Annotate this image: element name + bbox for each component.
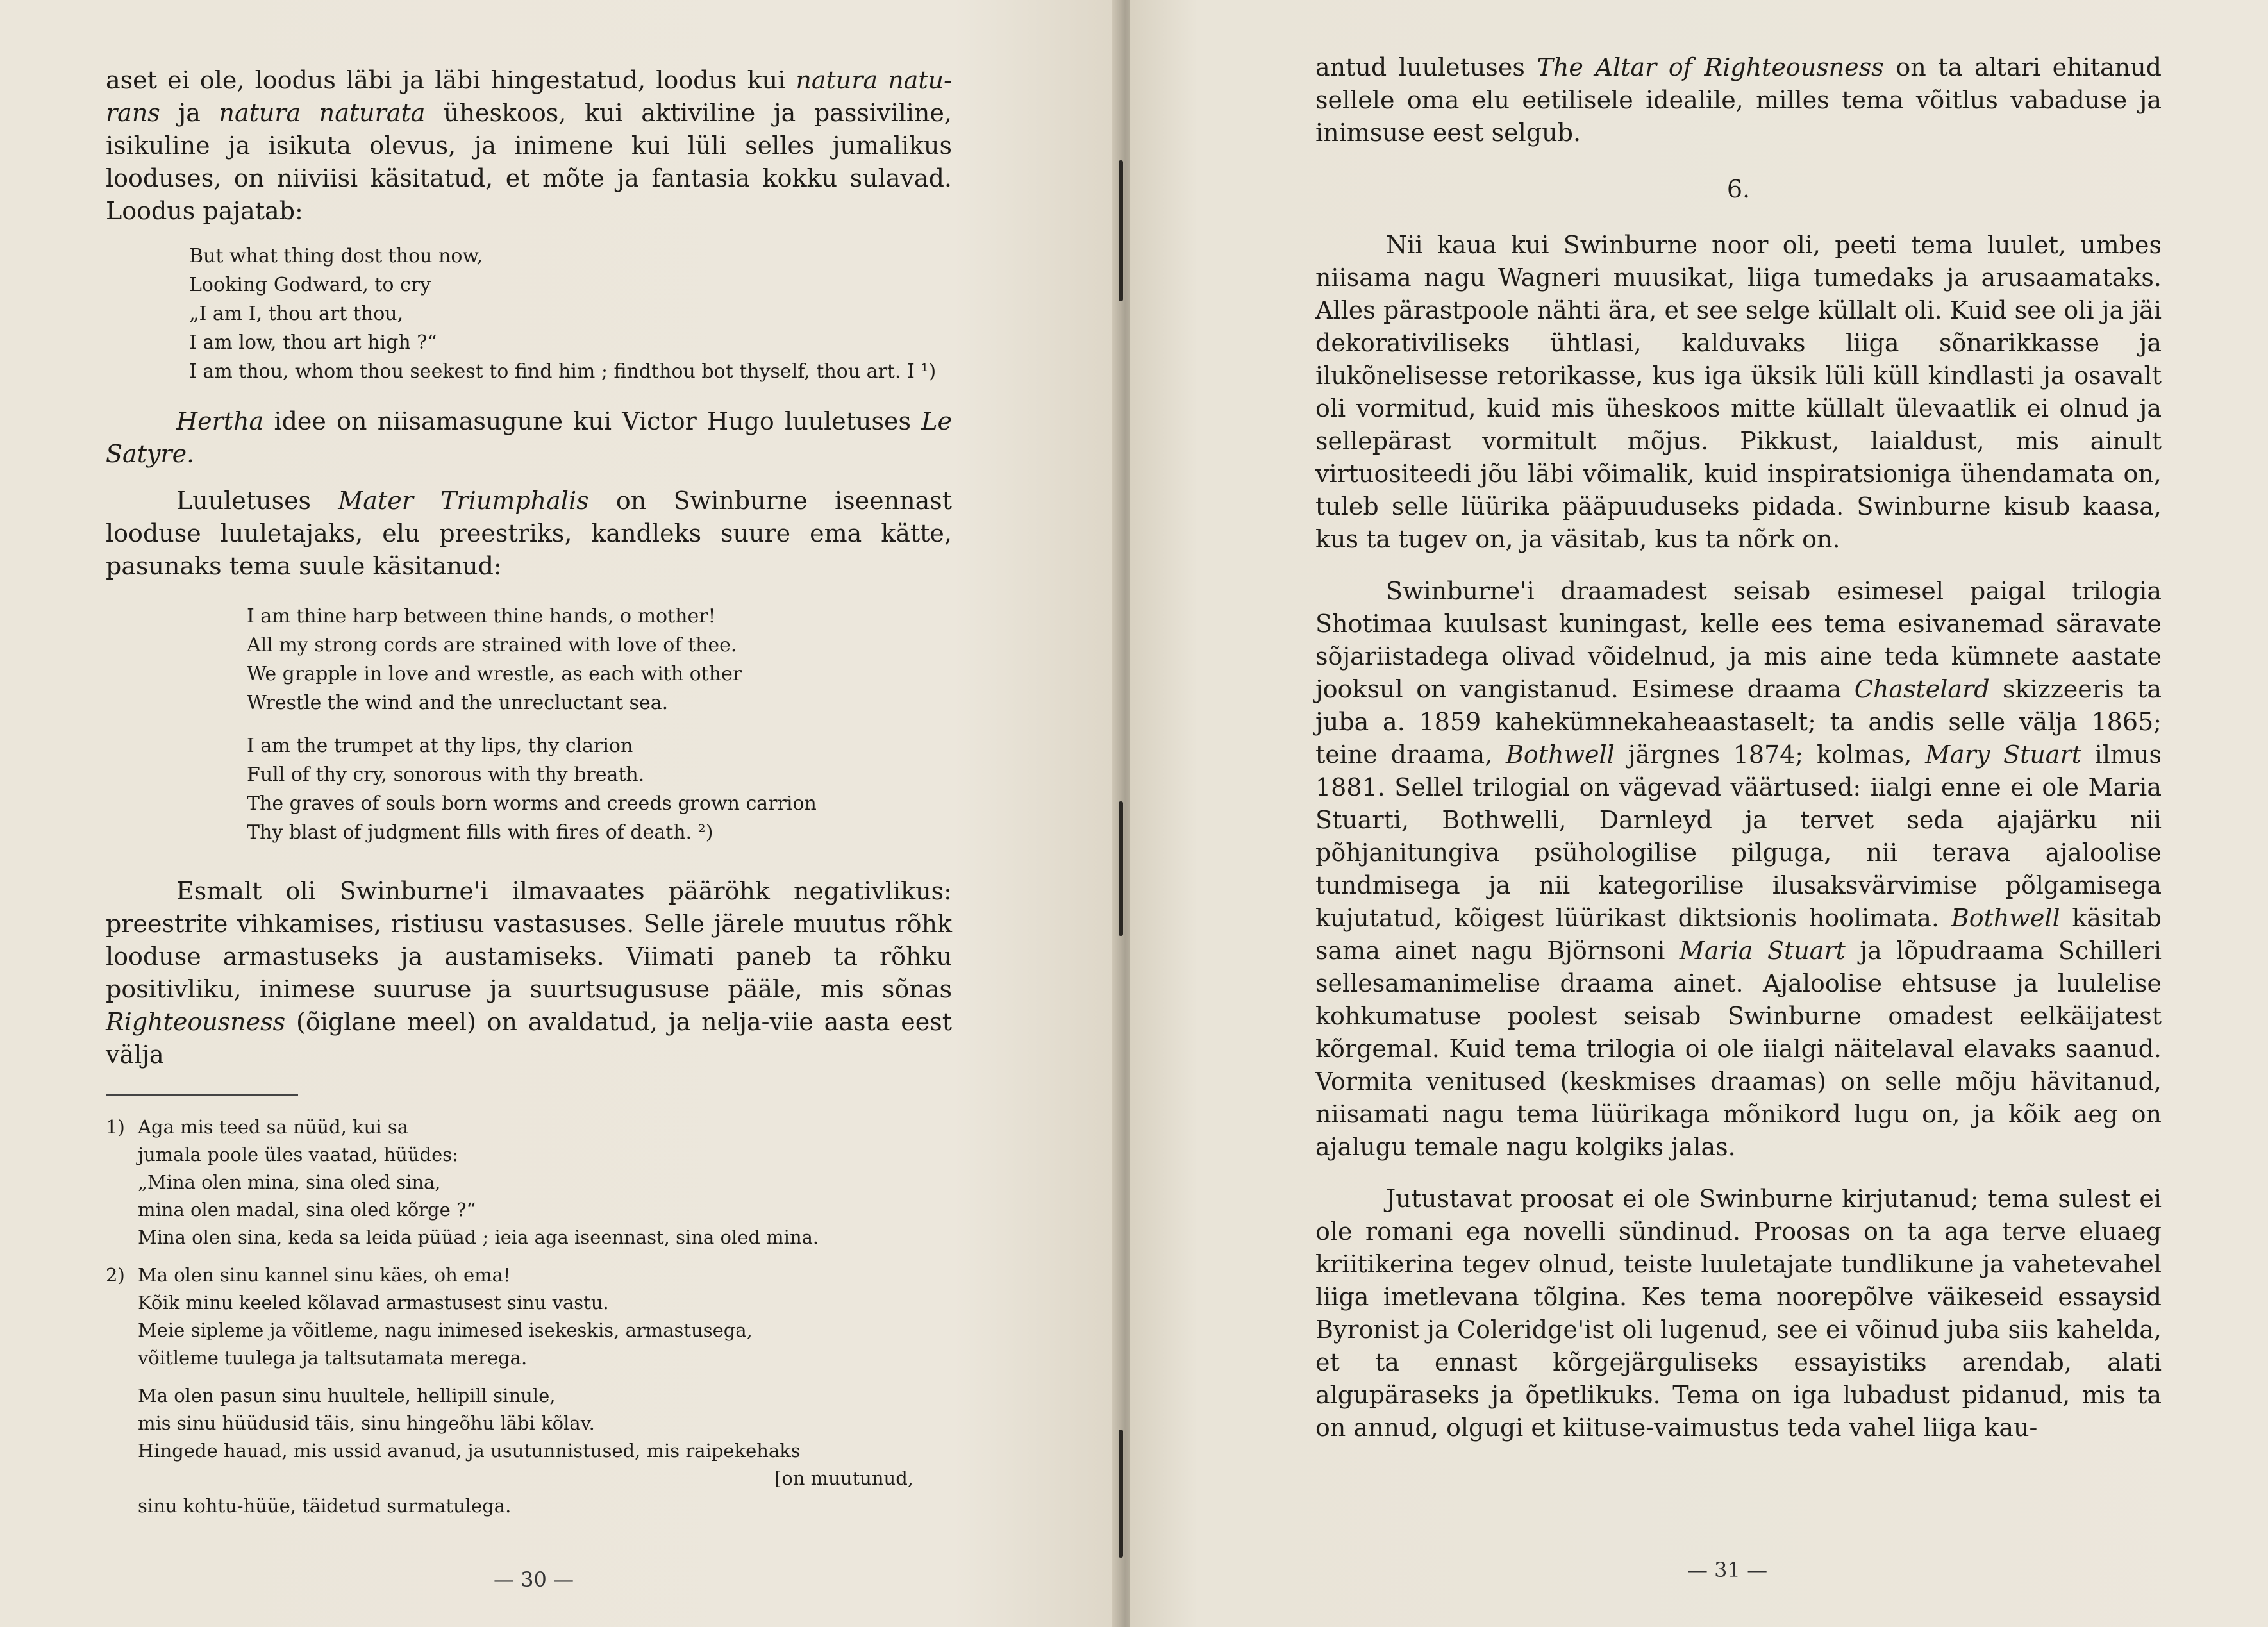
- drama-paragraph: [1315, 575, 2162, 1164]
- footnote-divider: [106, 1094, 298, 1096]
- italic-title: Le Satyre.: [106, 407, 952, 468]
- left-page: [0, 0, 1122, 1627]
- italic-title: Mary Stuart: [1925, 740, 2081, 769]
- verse-line: The graves of souls born worms and creeds grown carrion: [247, 792, 817, 815]
- italic-title: Chastelard: [1854, 675, 1990, 703]
- italic-term: natura naturata: [219, 99, 426, 127]
- mater-paragraph: [106, 485, 952, 583]
- italic-title: Bothwell: [1951, 904, 2060, 932]
- text-run: ilmus 1881. Sellel trilogial on vägevad väärtused: iialgi enne ei ole Maria Stuarti, Bothwelli, Darnleyd ja tervet seda ajajärku nii põhjanitungiva psühologilise pilguga, nii terava ajaloolise tundmisega ja nii kategorilise ilusaksvärvimise põlgamisega kujutatud, kõigest lüürikast diktsionis hoolimata.: [1315, 740, 2162, 932]
- text-run: ja: [160, 99, 219, 127]
- binding-thread: [1119, 160, 1123, 301]
- footnote-line: „Mina olen mina, sina oled sina,: [138, 1171, 441, 1193]
- text-run: järgnes 1874; kolmas,: [1614, 740, 1926, 769]
- verse-line: I am thine harp between thine hands, o mother!: [247, 605, 716, 628]
- text-run: üheskoos, kui aktiviline ja passiviline, isikuline ja isikuta olevus, ja inimene kui lüli selles jumalikus looduses, on niiviisi käsitatud, et mõte ja fantasia kokku sulavad. Loodus pajatab:: [106, 99, 952, 225]
- italic-title: Maria Stuart: [1679, 937, 1846, 965]
- verse-quote-mater: [106, 602, 952, 847]
- italic-term: natura natu-rans: [106, 66, 952, 127]
- binding-thread: [1119, 1430, 1123, 1558]
- verse-line: I am thou, whom thou seekest to find him ; findthou bot thyself, thou art. I ¹): [189, 360, 937, 383]
- italic-term: Righteousness: [106, 1008, 286, 1036]
- footnote-line: Meie sipleme ja võitleme, nagu inimesed isekeskis, armastusega,: [138, 1319, 753, 1341]
- text-run: Swinburne'i draamadest seisab esimesel paigal trilogia Shotimaa kuulsast kuningast, kelle ees tema esivanemad säravate sõjariistadega olivad võidelnud, ja mis aine teda kümnete aastate jooksul on vangistanud. Esimese draama: [1315, 577, 2162, 703]
- italic-title: Hertha: [176, 407, 264, 435]
- footnote-1: [106, 1114, 952, 1251]
- footnote-line: Ma olen sinu kannel sinu käes, oh ema!: [138, 1264, 511, 1286]
- footnote-line: mina olen madal, sina oled kõrge ?“: [138, 1199, 476, 1221]
- verse-line: We grapple in love and wrestle, as each with other: [247, 663, 742, 685]
- right-page: [1130, 0, 2268, 1627]
- verse-line: All my strong cords are strained with love of thee.: [247, 634, 737, 656]
- lyric-critique-paragraph: Nii kaua kui Swinburne noor oli, peeti tema luulet, umbes niisama nagu Wagneri muusikat, liiga tumedaks ja arusaamataks. Alles pärastpoole nähti ära, et see selge küllalt oli. Kuid see oli ja jäi dekorativiliseks ühtlasi, kalduvaks liiga sõnarikkasse ja ilukõnelisesse retorikasse, kus iga üksik lüli küll kindlasti ja osavalt oli vormitud, kuid mis üheskoos mitte küllalt ülevaatlik ei olnud ja sellepärast vormitult mõjus. Pikkust, laialdust, mis ainult virtuositeedi jõu läbi võimalik, kuid inspiratsioniga ühendamata on, tuleb selle lüürika pääpuuduseks pidada. Swinburne kisub kaasa, kus ta tugev on, ja väsitab, kus ta nõrk on.: [1315, 231, 2162, 553]
- page-number-right: — 31 —: [1687, 1558, 1768, 1582]
- text-run: antud luuletuses: [1315, 53, 1537, 81]
- verse-line: „I am I, thou art thou,: [189, 303, 404, 325]
- footnote-number: 1): [106, 1116, 125, 1138]
- verse-line: Wrestle the wind and the unrecluctant sea.: [247, 692, 669, 714]
- right-intro-paragraph: [1315, 51, 2162, 149]
- text-run: käsitab sama ainet nagu Björnsoni: [1315, 904, 2162, 965]
- verse-line: But what thing dost thou now,: [189, 245, 483, 267]
- footnote-line: Hingede hauad, mis ussid avanud, ja usutunnistused, mis raipekehaks: [138, 1440, 801, 1462]
- text-run: Esmalt oli Swinburne'i ilmavaates pääröhk negativlikus: preestrite vihkamises, ristiusu vastasuses. Selle järele muutus rõhk looduse armastuseks ja austamiseks. Viimati paneb ta rõhku positivliku, inimese suuruse ja suurtsugususe pääle, mis sõnas: [106, 877, 952, 1003]
- footnote-line: Aga mis teed sa nüüd, kui sa: [138, 1116, 408, 1138]
- section-number: 6.: [1726, 175, 1751, 203]
- left-page-column: [106, 64, 952, 1525]
- text-run: skizzeeris ta juba a. 1859 kahekümnekaheaastaselt; ta andis selle välja 1865; teine draama,: [1315, 675, 2162, 769]
- text-run: ja lõpudraama Schilleri sellesamanimelise draama ainet. Ajaloolise ehtsuse ja luulelise kohkumatuse poolest seisab Swinburne omadest eelkäijatest kõrgemal. Kuid tema trilogia oi ole iialgi näitelaval elavaks saanud. Vormita venitused (keskmises draamas) on selle mõju hävitanud, niisamati nagu tema lüürikaga mõnikord lugu on, ja kõik aeg on ajalugu temale nagu kolgiks jalas.: [1315, 937, 2162, 1161]
- verse-quote-hertha: [106, 242, 952, 386]
- text-run: on ta altari ehitanud sellele oma elu eetilisele idealile, milles tema võitlus vabaduse ja inimsuse eest selgub.: [1315, 53, 2162, 147]
- italic-title: Mater Triumphalis: [338, 487, 589, 515]
- italic-title: The Altar of Righteousness: [1537, 53, 1884, 81]
- right-page-column: [1315, 51, 2162, 1444]
- verse-line: I am the trumpet at thy lips, thy clarion: [247, 735, 633, 757]
- footnotes: [106, 1114, 952, 1520]
- footnote-2-continued: [106, 1382, 952, 1520]
- footnote-line-continuation: [on muutunud,: [774, 1467, 913, 1489]
- text-run: Luuletuses: [176, 487, 338, 515]
- text-run: idee on niisamasugune kui Victor Hugo luuletuses: [263, 407, 922, 435]
- footnote-line: Kõik minu keeled kõlavad armastusest sinu vastu.: [138, 1292, 609, 1314]
- verse-line: I am low, thou art high ?“: [189, 331, 437, 354]
- left-intro-paragraph: [106, 64, 952, 228]
- text-run: (õiglane meel) on avaldatud, ja nelja-viie aasta eest välja: [106, 1008, 952, 1069]
- footnote-line: sinu kohtu-hüüe, täidetud surmatulega.: [138, 1495, 512, 1517]
- verse-line: Thy blast of judgment fills with fires of death. ²): [247, 821, 713, 844]
- footnote-2: [106, 1262, 952, 1372]
- italic-title: Bothwell: [1505, 740, 1615, 769]
- stanza-2: [247, 731, 952, 847]
- stanza-1: [247, 602, 952, 717]
- page-number-left: — 30 —: [494, 1567, 574, 1592]
- binding-thread: [1119, 801, 1123, 936]
- footnote-line: Ma olen pasun sinu huultele, hellipill sinule,: [138, 1385, 556, 1406]
- verse-line: Looking Godward, to cry: [189, 274, 431, 296]
- footnote-line: jumala poole üles vaatad, hüüdes:: [138, 1144, 458, 1165]
- verse-line: Full of thy cry, sonorous with thy breath.: [247, 763, 645, 786]
- esmalt-paragraph: [106, 875, 952, 1071]
- prose-paragraph: Jutustavat proosat ei ole Swinburne kirjutanud; tema sulest ei ole romani ega novelli sündinud. Proosas on ta aga terve eluaeg kriitikerina tegev olnud, teiste luuletajate tundlikune ja vahetevahel liiga imetlevana tõlgina. Kes tema noorepõlve väikeseid essaysid Byronist ja Coleridge'ist oli lugenud, see ei võinud juba siis kahelda, et ta ennast kõrgejärguliseks essayistiks arendab, alati algupäraseks ja õpetlikuks. Tema on iga lubadust pidanud, mis ta on annud, olgugi et kiituse-vaimustus teda vahel liiga kau-: [1315, 1185, 2162, 1442]
- footnote-line: mis sinu hüüdusid täis, sinu hingeõhu läbi kõlav.: [138, 1412, 595, 1434]
- footnote-number: 2): [106, 1264, 125, 1286]
- text-run: on Swinburne iseennast looduse luuletajaks, elu preestriks, kandleks suure ema kätte, pasunaks tema suule käsitanud:: [106, 487, 952, 580]
- footnote-line: Mina olen sina, keda sa leida püüad ; ieia aga iseennast, sina oled mina.: [138, 1226, 819, 1248]
- hertha-paragraph: [106, 405, 952, 471]
- text-run: aset ei ole, loodus läbi ja läbi hingestatud, loodus kui: [106, 66, 796, 94]
- footnote-line: võitleme tuulega ja taltsutamata merega.: [138, 1347, 528, 1369]
